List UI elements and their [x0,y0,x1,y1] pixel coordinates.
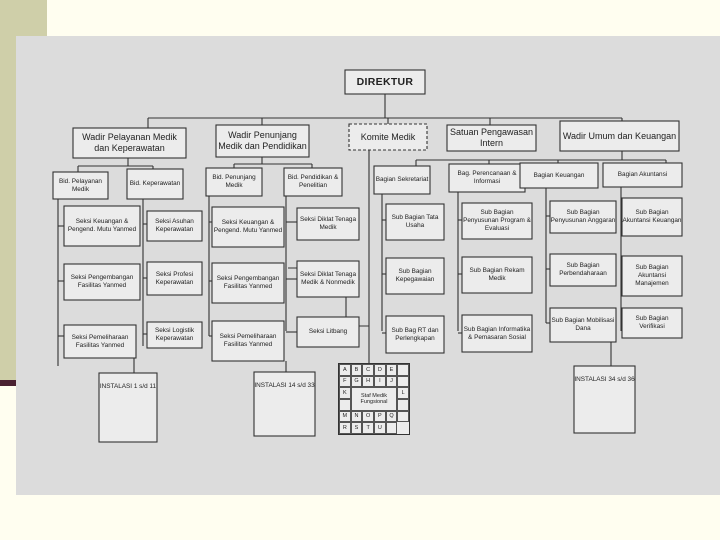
subbag-label: Sub Bagian Informatika & Pemasaran Sosial [463,325,531,341]
subbag-label: Sub Bagian Perbendaharaan [559,262,607,277]
subbag-label: Sub Bagian Tata Usaha [391,214,439,229]
grid-cell: N [351,411,363,423]
seksi-label: Seksi Diklat Tenaga Medik [299,216,356,231]
instalasi-label: INSTALASI 14 s/d 33 [254,382,315,390]
subbag-label: Sub Bagian Rekam Medik [469,267,525,282]
director-label: DIREKTUR [356,75,414,88]
seksi-label: Seksi Pemeliharaan Fasilitas Yanmed [219,333,277,348]
seksi-label: Seksi Logistik Keperawatan [154,327,195,342]
grid-cell: P [374,411,386,423]
grid-cell [397,411,409,423]
wadir-penunjang-label: Wadir Penunjang Medik dan Pendidikan [218,130,307,151]
grid-cell: U [374,422,386,434]
seksi-label: Seksi Asuhan Keperawatan [155,218,194,233]
instalasi-label: INSTALASI 1 s/d 11 [99,383,157,391]
seksi-label: Seksi Keuangan & Pengend. Mutu Yanmed [67,218,137,233]
grid-cell: I [374,376,386,388]
grid-cell: M [339,411,351,423]
grid-cell [339,399,351,411]
seksi-label: Seksi Diklat Tenaga Medik & Nonmedik [299,271,356,286]
instalasi-label: INSTALASI 34 s/d 36 [574,376,635,384]
seksi-label: Seksi Profesi Keperawatan [155,270,194,286]
grid-cell: O [362,411,374,423]
subbag-label: Sub Bagian Verifikasi [635,315,669,330]
bid-keperawatan-label: Bid. Keperawatan [129,180,181,188]
bag-keuangan-label: Bagian Keuangan [533,171,585,179]
grid-cell: J [386,376,398,388]
bag-sekretariat-label: Bagian Sekretariat [375,176,429,184]
bid-pendidikan-label: Bid. Pendidikan & Penelitian [287,174,339,189]
grid-cell: E [386,364,398,376]
grid-cell: T [362,422,374,434]
staf-medik-grid [338,363,410,435]
bid-pelayanan-label: Bid. Pelayanan Medik [59,177,102,193]
bag-akuntansi-label: Bagian Akuntansi [617,171,668,179]
grid-cell [397,364,409,376]
grid-cell: C [362,364,374,376]
grid-cell: G [351,376,363,388]
subbag-label: Sub Bagian Penyusunan Anggaran [550,209,616,224]
seksi-label: Seksi Keuangan & Pengend. Mutu Yanmed [213,219,283,234]
grid-cell [397,399,409,411]
grid-cell: S [351,422,363,434]
grid-cell: B [351,364,363,376]
subbag-label: Sub Bagian Kepegawaian [395,268,435,283]
grid-cell: R [339,422,351,434]
subbag-label: Sub Bagian Akuntansi Keuangan [622,209,682,224]
satuan-pengawasan-label: Satuan Pengawasan Intern [449,127,534,148]
grid-cell [386,422,398,434]
org-chart-image [16,36,720,495]
wadir-pelayanan-label: Wadir Pelayanan Medik dan Keperawatan [82,132,177,153]
wadir-umum-label: Wadir Umum dan Keuangan [562,130,677,141]
grid-cell: Q [386,411,398,423]
staf-medik-label: Staf Medik Fungsional [351,387,398,410]
seksi-label: Seksi Pemeliharaan Fasilitas Yanmed [71,333,129,349]
subbag-label: Sub Bagian Penyusunan Program & Evaluasi [463,209,531,232]
grid-cell: L [397,387,409,399]
grid-cell [397,376,409,388]
subbag-label: Sub Bag RT dan Perlengkapan [391,326,439,342]
grid-cell: A [339,364,351,376]
subbag-label: Sub Bagian Mobilisasi Dana [551,317,615,332]
seksi-label: Seksi Litbang [308,328,348,336]
subbag-label: Sub Bagian Akuntansi Manajemen [635,264,669,287]
bid-penunjang-label: Bid. Penunjang Medik [212,174,256,189]
seksi-label: Seksi Pengembangan Fasilitas Yanmed [216,275,280,290]
grid-cell: D [374,364,386,376]
seksi-label: Seksi Pengembangan Fasilitas Yanmed [70,274,134,289]
grid-cell: H [362,376,374,388]
bag-perencanaan-label: Bag. Perencanaan & Informasi [457,170,517,185]
komite-medik-label: Komite Medik [360,131,416,142]
grid-cell: K [339,387,351,399]
grid-cell: F [339,376,351,388]
